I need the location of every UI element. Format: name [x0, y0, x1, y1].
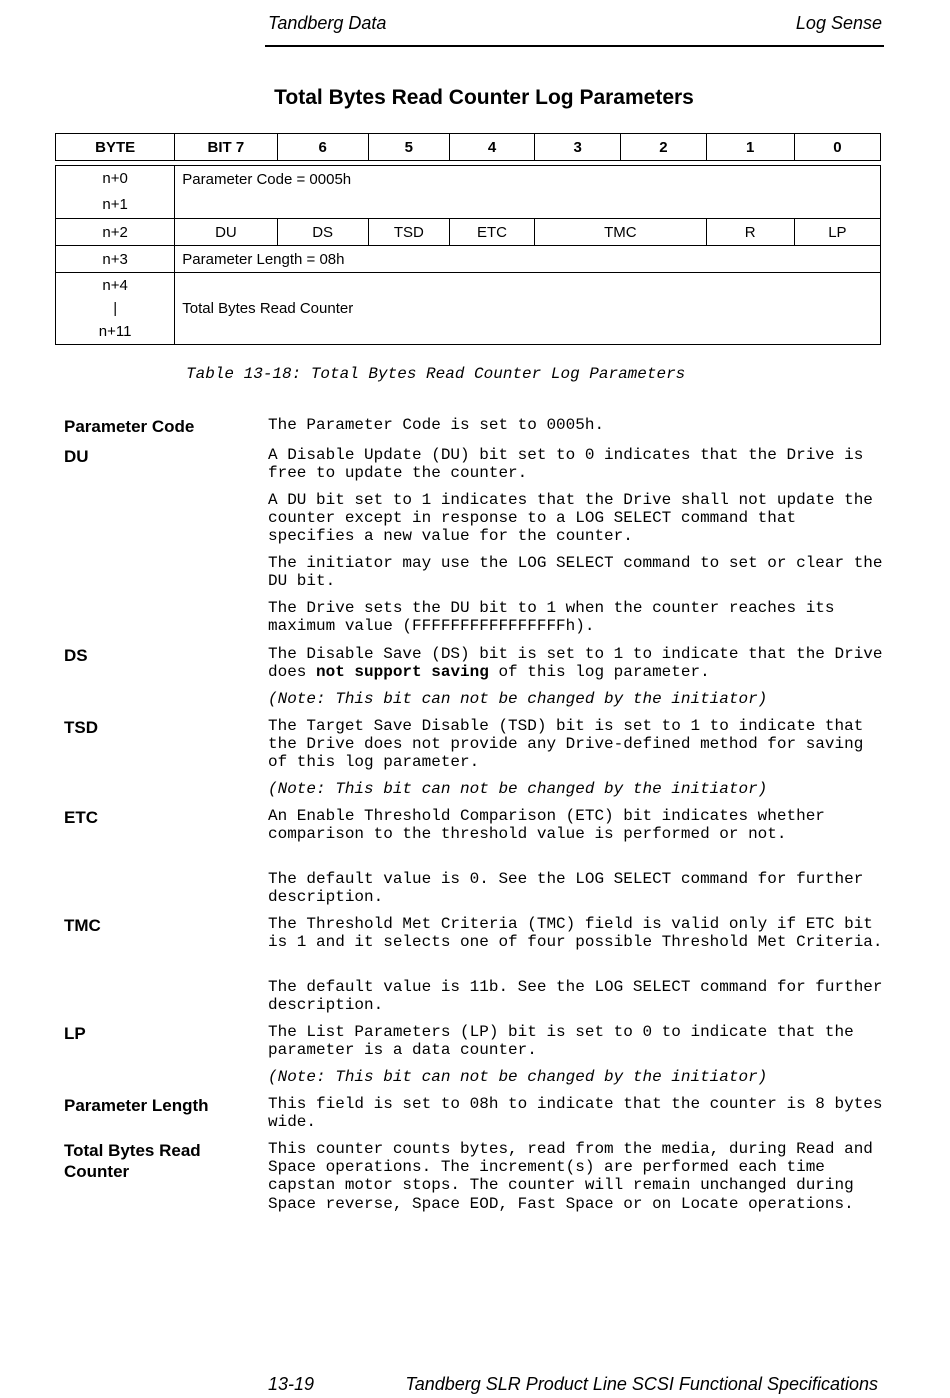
footer-doc-title: Tandberg SLR Product Line SCSI Functional Specifications: [405, 1374, 878, 1394]
byte-cell: n+2: [56, 219, 175, 246]
header-rule: [265, 45, 884, 47]
desc-tmc-1: The Threshold Met Criteria (TMC) field is valid only if ETC bit is 1 and it selects one of four possible Threshold Met Criteria.: [268, 915, 883, 952]
table-row: [56, 166, 881, 219]
field-tsd: TSD: [368, 219, 449, 246]
byte-label: n+1: [102, 196, 128, 213]
desc-total-bytes-read-counter: This counter counts bytes, read from the media, during Read and Space operations. The increment(s) are performed each time capstan motor stops. The counter will remain unchanged during Space reverse, Space EOD, Fast Space or on Locate operations.: [268, 1140, 883, 1213]
desc-tsd-1: The Target Save Disable (TSD) bit is set to 1 to indicate that the Drive does not provide any Drive-defined method for saving of this log parameter.: [268, 717, 873, 772]
note-text: (Note: This bit can not be changed by the initiator): [268, 780, 768, 798]
field-ds: DS: [277, 219, 368, 246]
byte-cell: [56, 273, 175, 345]
field-parameter-code: Parameter Code = 0005h: [175, 166, 881, 219]
desc-lp-1: The List Parameters (LP) bit is set to 0 to indicate that the parameter is a data counter.: [268, 1023, 864, 1060]
desc-ds-1: [268, 645, 893, 682]
field-parameter-length: Parameter Length = 08h: [175, 246, 881, 273]
desc-du-4: The Drive sets the DU bit to 1 when the counter reaches its maximum value (FFFFFFFFFFFFFFFFh).: [268, 599, 845, 636]
desc-etc-1: An Enable Threshold Comparison (ETC) bit indicates whether comparison to the threshold value is performed or not.: [268, 807, 835, 844]
field-lp: LP: [794, 219, 880, 246]
desc-emphasis: not support saving: [316, 663, 489, 682]
term-etc: ETC: [64, 808, 98, 827]
byte-label: n+4: [102, 277, 128, 294]
desc-text: The Disable Save (DS) bit is set to 1 to indicate that the Drive does: [268, 645, 893, 682]
term-ds: DS: [64, 646, 88, 665]
term-total-bytes-read-counter: Total Bytes Read Counter: [64, 1141, 201, 1181]
page-title: Total Bytes Read Counter Log Parameters: [274, 86, 694, 109]
term-lp: LP: [64, 1024, 86, 1043]
desc-du-3: The initiator may use the LOG SELECT command to set or clear the DU bit.: [268, 554, 893, 591]
desc-text: of this log parameter.: [488, 663, 710, 682]
desc-ds-note: [268, 690, 888, 708]
desc-parameter-length: This field is set to 08h to indicate that the counter is 8 bytes wide.: [268, 1095, 893, 1132]
field-r: R: [706, 219, 794, 246]
col-header-bit0: 0: [794, 134, 880, 161]
byte-cell: n+3: [56, 246, 175, 273]
desc-du-1: A Disable Update (DU) bit set to 0 indicates that the Drive is free to update the counter.: [268, 446, 873, 483]
term-tmc: TMC: [64, 916, 101, 935]
col-header-bit6: 6: [277, 134, 368, 161]
field-du: DU: [175, 219, 277, 246]
header-company: Tandberg Data: [268, 13, 387, 33]
byte-label: |: [113, 300, 118, 317]
col-header-bit5: 5: [368, 134, 449, 161]
col-header-bit2: 2: [621, 134, 706, 161]
col-header-bit7: BIT 7: [175, 134, 277, 161]
field-etc: ETC: [449, 219, 534, 246]
term-parameter-code: Parameter Code: [64, 417, 195, 436]
byte-label: n+0: [102, 170, 128, 187]
bit-table-body: [55, 165, 881, 345]
desc-tsd-note: [268, 780, 888, 798]
field-total-bytes-read-counter: Total Bytes Read Counter: [175, 273, 881, 345]
col-header-bit1: 1: [706, 134, 794, 161]
table-row: [56, 219, 881, 246]
desc-etc-2: The default value is 0. See the LOG SELECT command for further description.: [268, 870, 873, 907]
term-parameter-length: Parameter Length: [64, 1096, 209, 1115]
col-header-bit3: 3: [535, 134, 621, 161]
desc-du-2: A DU bit set to 1 indicates that the Drive shall not update the counter except in response to a LOG SELECT command that specifies a new value for the counter.: [268, 491, 883, 546]
table-row: [56, 246, 881, 273]
byte-cell: [56, 166, 175, 219]
page-number: 13-19: [268, 1374, 315, 1394]
note-text: (Note: This bit can not be changed by the initiator): [268, 1068, 768, 1086]
desc-lp-note: [268, 1068, 888, 1086]
table-caption: Table 13-18: Total Bytes Read Counter Log Parameters: [186, 365, 686, 383]
note-text: (Note: This bit can not be changed by the initiator): [268, 690, 768, 708]
byte-label: n+11: [98, 323, 132, 340]
term-du: DU: [64, 447, 89, 466]
term-tsd: TSD: [64, 718, 98, 737]
desc-parameter-code: The Parameter Code is set to 0005h.: [268, 416, 605, 434]
table-row: [56, 273, 881, 345]
field-tmc: TMC: [535, 219, 706, 246]
col-header-byte: BYTE: [56, 134, 175, 161]
desc-tmc-2: The default value is 11b. See the LOG SELECT command for further description.: [268, 978, 893, 1015]
bit-table-header: [55, 133, 881, 161]
header-section: Log Sense: [795, 13, 882, 33]
col-header-bit4: 4: [449, 134, 534, 161]
